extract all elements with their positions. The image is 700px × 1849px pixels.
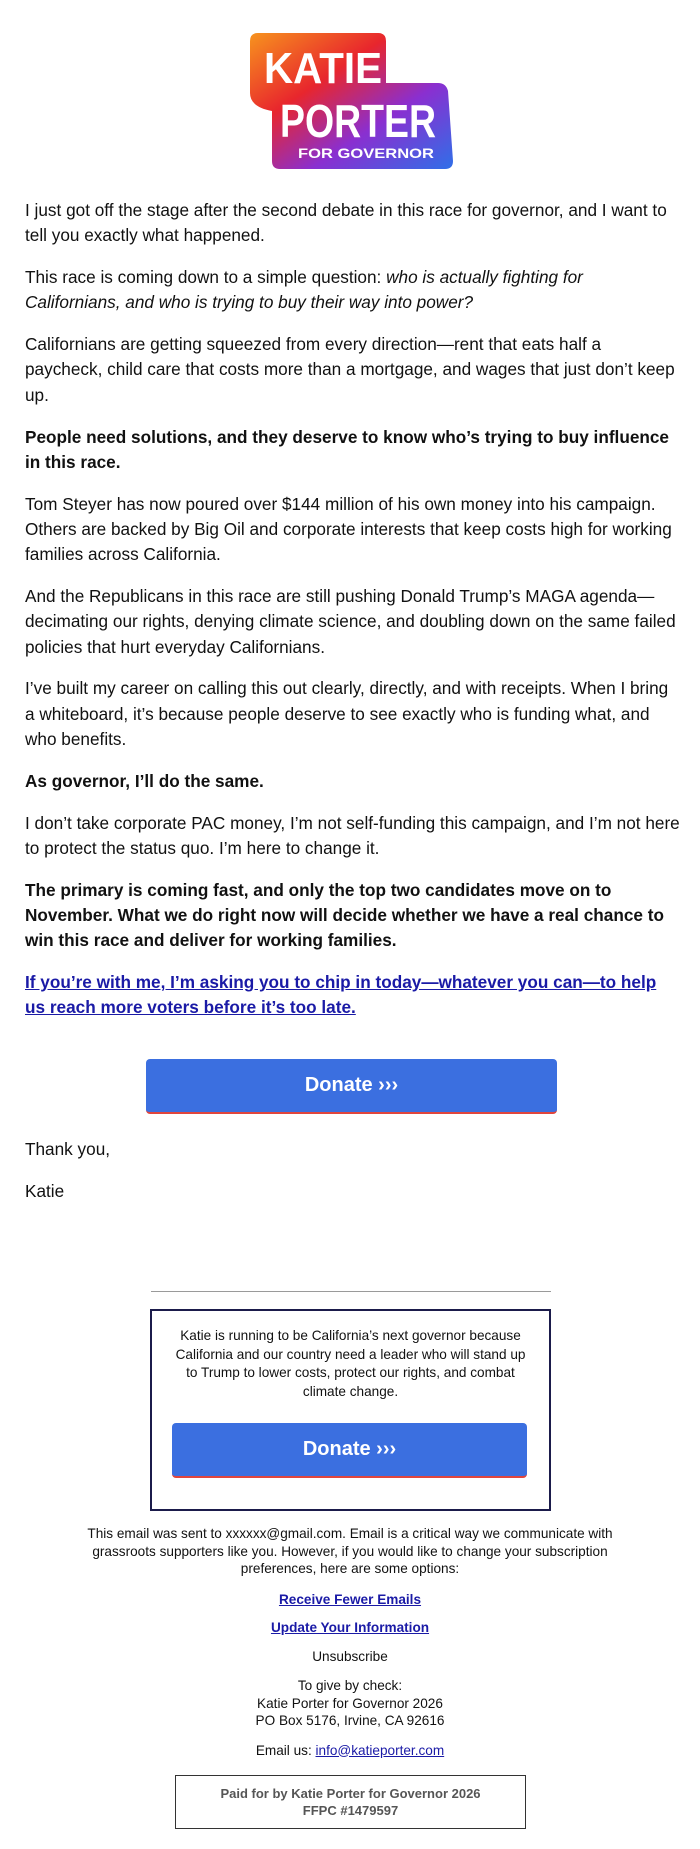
signoff (25, 1137, 110, 1221)
check-address: PO Box 5176, Irvine, CA 92616 (255, 1713, 445, 1728)
paragraph-9: I don’t take corporate PAC money, I’m not self-funding this campaign, and I’m not here to protect the status quo. I’m here to change it. (25, 812, 680, 858)
paragraph-6: And the Republicans in this race are still pushing Donald Trump’s MAGA agenda—decimating our rights, denying climate science, and doubling down on the same failed policies that hurt everyday Californians. (25, 586, 676, 657)
signoff-name: Katie (25, 1181, 65, 1201)
paragraph-10-bold: The primary is coming fast, and only the top two candidates move on to November. What we do right now will decide whether we have a real chance to win this race and deliver for working families. (25, 879, 664, 951)
paragraph-5: Tom Steyer has now poured over $144 million of his own money into his campaign. Others are backed by Big Oil and corporate interests that keep costs high for working families across California. (25, 493, 672, 565)
logo-line-1: KATIE (264, 44, 382, 93)
divider (151, 1291, 551, 1292)
check-label: To give by check: (297, 1678, 403, 1693)
email-notice: This email was sent to xxxxxx@gmail.com. Email is a critical way we communicate with grassroots supporters like you. However, if you would like to change your subscription preferences, here are some options: (87, 1526, 613, 1576)
chip-in-link[interactable]: If you’re with me, I’m asking you to chip in today—whatever you can—to help us reach more voters before it’s too late. (25, 972, 657, 1018)
paragraph-2-italic: who is actually fighting for Californians, and who is trying to buy their way into power? (25, 267, 583, 313)
unsubscribe-link[interactable]: Unsubscribe (312, 1648, 388, 1664)
logo-graphic (250, 33, 453, 169)
logo-line-2: PORTER (280, 95, 436, 147)
campaign-logo (250, 33, 453, 169)
paragraph-3: Californians are getting squeezed from every direction—rent that eats half a paycheck, child care that costs more than a mortgage, and wages that just don’t keep up. (25, 334, 675, 405)
paragraph-11 (25, 970, 680, 1021)
paragraph-4-bold: People need solutions, and they deserve to know who’s trying to buy influence in this race. (25, 426, 669, 472)
paragraph-2-lead: This race is coming down to a simple question: (25, 267, 387, 288)
donate-button[interactable]: Donate ››› (146, 1059, 557, 1114)
paragraph-2 (25, 265, 680, 316)
email-link[interactable]: info@katieporter.com (315, 1742, 445, 1758)
paid-for-text: Paid for by Katie Porter for Governor 2026 (220, 1786, 481, 1801)
paragraph-7: I’ve built my career on calling this out clearly, directly, and with receipts. When I bring a whiteboard, it’s because people deserve to see exactly who is funding what, and who benefits. (25, 678, 669, 750)
about-box (150, 1309, 551, 1511)
email-us (0, 1742, 700, 1760)
about-text: Katie is running to be California’s next governor because California and our country need a leader who will stand up to Trump to lower costs, protect our rights, and combat climate change. (175, 1328, 526, 1399)
email-us-label: Email us: (255, 1742, 316, 1758)
fppc-number: FFPC #1479597 (302, 1802, 399, 1818)
box-donate-button[interactable]: Donate ››› (172, 1423, 527, 1478)
logo-line-3: FOR GOVERNOR (298, 145, 434, 161)
email-body (25, 198, 680, 1037)
check-org: Katie Porter for Governor 2026 (257, 1695, 443, 1711)
paragraph-1: I just got off the stage after the second debate in this race for governor, and I want to tell you exactly what happened. (25, 200, 667, 246)
paid-for-box (175, 1775, 526, 1829)
footer (0, 1525, 700, 1759)
signoff-thanks: Thank you, (25, 1139, 111, 1159)
receive-fewer-emails-link[interactable]: Receive Fewer Emails (278, 1591, 422, 1607)
update-info-link[interactable]: Update Your Information (270, 1620, 430, 1635)
paragraph-8-bold: As governor, I’ll do the same. (25, 770, 264, 791)
